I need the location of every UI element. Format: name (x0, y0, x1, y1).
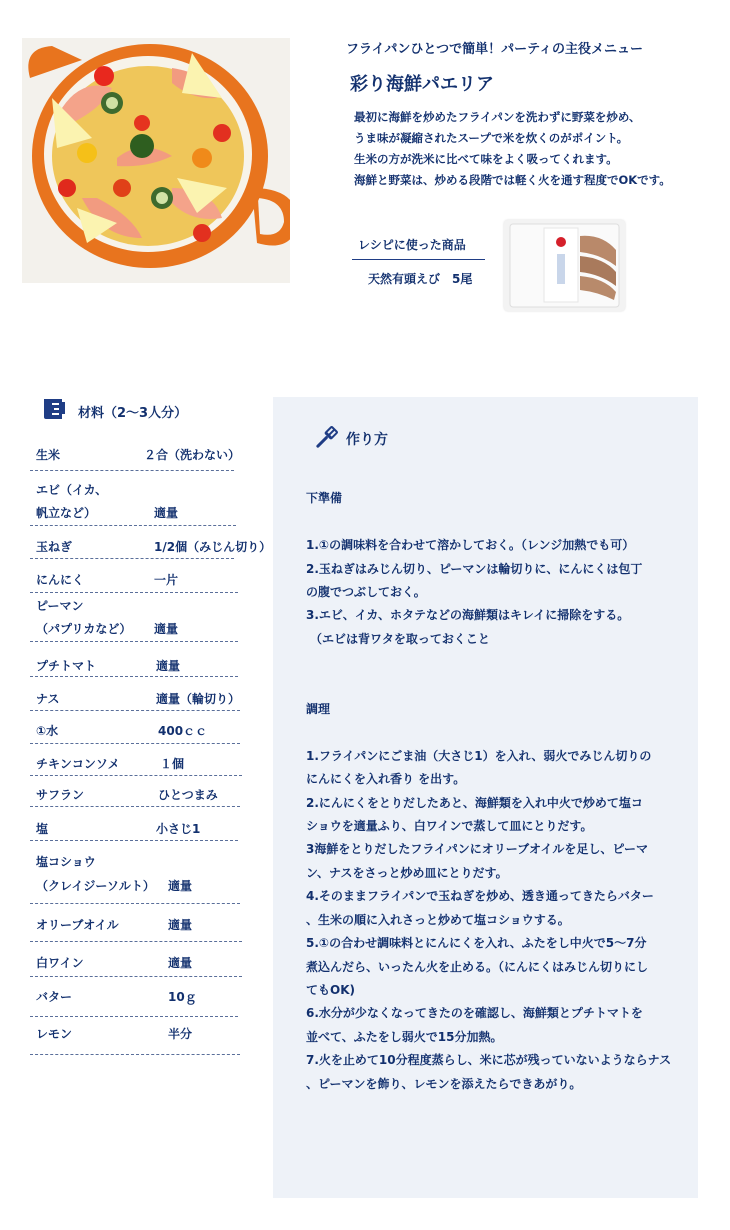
ingredient-name: にんにく (36, 573, 85, 587)
ingredient-name: レモン (36, 1027, 73, 1041)
ingredient-name: プチトマト (36, 659, 97, 673)
ingredient-amount: 10ｇ (168, 990, 197, 1004)
product-name-link[interactable]: 天然有頭えび 5尾 (368, 272, 473, 286)
ingredient-amount: 400ｃｃ (158, 724, 208, 738)
ingredient-divider (30, 941, 242, 942)
cook-step-line: ショウを適量ふり、白ワインで蒸して皿にとりだす。 (306, 819, 593, 833)
ingredient-divider (30, 775, 242, 776)
ingredient-name: サフラン (36, 788, 85, 802)
ingredient-name: ナス (36, 692, 60, 706)
cook-step-line: にんにくを入れ香り を出す。 (306, 772, 466, 786)
ingredient-name: 塩コショウ (36, 855, 96, 869)
description-line: 生米の方が洗米に比べて味をよく吸ってくれます。 (354, 152, 618, 166)
measuring-cup-icon (42, 397, 66, 421)
ingredient-divider (30, 525, 236, 526)
ingredient-divider (30, 903, 240, 904)
ingredient-name: 生米 (36, 448, 61, 462)
ingredient-amount: 適量 (168, 918, 193, 932)
ingredient-name: ピーマン (36, 599, 84, 613)
cook-step-line: 、生米の順に入れさっと炒めて塩コショウする。 (306, 913, 570, 927)
ingredient-amount: 小さじ1 (156, 822, 201, 836)
ingredient-name: チキンコンソメ (36, 757, 120, 771)
prep-step-line: 3.エビ、イカ、ホタテなどの海鮮類はキレイに掃除をする。 (306, 608, 630, 622)
ingredient-name: 玉ねぎ (36, 540, 73, 554)
ingredient-amount: 適量 (154, 506, 179, 520)
ingredient-amount: 適量 (168, 956, 193, 970)
ingredient-amount: 適量 (156, 659, 181, 673)
ingredient-amount: ２合（洗わない） (144, 448, 241, 462)
ingredient-divider (30, 840, 238, 841)
ingredient-name: バター (36, 990, 73, 1004)
ingredient-divider (30, 743, 240, 744)
paella-photo (22, 38, 290, 283)
ingredient-divider (30, 710, 240, 711)
ingredient-name: 塩 (36, 822, 49, 836)
description-line: 最初に海鮮を炒めたフライパンを洗わずに野菜を炒め、 (354, 110, 641, 124)
ingredients-heading-text: 材料（2〜3人分） (78, 406, 188, 421)
cook-step-line: ン、ナスをさっと炒め皿にとりだす。 (306, 866, 508, 880)
ingredient-divider (30, 558, 234, 559)
product-package-image[interactable] (504, 220, 625, 311)
ingredient-name: （パプリカなど） (36, 622, 132, 636)
ingredient-divider (30, 641, 238, 642)
ingredient-name: オリーブオイル (36, 918, 119, 932)
cook-step-line: 2.にんにくをとりだしたあと、海鮮類を入れ中火で炒めて塩コ (306, 796, 643, 810)
cook-step-line: 3海鮮をとりだしたフライパンにオリーブオイルを足し、ピーマ (306, 842, 648, 856)
ingredient-divider (30, 1016, 238, 1017)
cook-step-line: 5.①の合わせ調味料とにんにくを入れ、ふたをし中火で5〜7分 (306, 936, 647, 950)
ingredient-amount: 適量 (168, 879, 193, 893)
cook-step-line: 並べて、ふたをし弱火で15分加熱。 (306, 1030, 503, 1044)
ingredient-name: ①水 (36, 724, 59, 738)
ingredient-amount: ひとつまみ (158, 788, 218, 802)
cook-step-line: 6.水分が少なくなってきたのを確認し、海鮮類とプチトマトを (306, 1006, 643, 1020)
ingredient-amount: 半分 (168, 1027, 193, 1041)
cook-heading: 調理 (306, 702, 331, 716)
ingredient-divider (30, 1054, 240, 1055)
cook-step-line: 7.火を止めて10分程度蒸らし、米に芯が残っていないようならナス (306, 1053, 672, 1067)
ingredient-divider (30, 976, 242, 977)
cook-step-line: 4.そのままフライパンで玉ねぎを炒め、透き通ってきたらバター (306, 889, 654, 903)
cook-step-line: 煮込んだら、いったん火を止める。（にんにくはみじん切りにし (306, 960, 649, 974)
ingredient-name: 白ワイン (36, 956, 84, 970)
prep-step-line: （エビは背ワタを取っておくこと (310, 632, 490, 646)
recipe-description (354, 107, 671, 191)
description-line: 海鮮と野菜は、炒める段階では軽く火を通す程度でOKです。 (354, 173, 671, 187)
ingredient-amount: １個 (160, 757, 185, 771)
description-line: うま味が凝縮されたスープで米を炊くのがポイント。 (354, 131, 629, 145)
prep-step-line: の腹でつぶしておく。 (306, 585, 426, 599)
ingredient-amount: 適量（輪切り） (156, 692, 241, 706)
method-heading-text: 作り方 (346, 432, 388, 448)
prep-heading: 下準備 (306, 491, 343, 505)
product-divider (352, 259, 485, 260)
ingredient-amount: 適量 (154, 622, 179, 636)
ingredient-name: 帆立など） (36, 506, 97, 520)
ingredient-amount: 1/2個（みじん切り） (154, 540, 272, 554)
ingredient-divider (30, 676, 238, 677)
product-label: レシピに使った商品 (358, 238, 466, 252)
ingredient-divider (30, 806, 240, 807)
ingredient-name: エビ（イカ、 (36, 483, 108, 497)
recipe-title: 彩り海鮮パエリア (350, 74, 494, 95)
recipe-tagline: フライパンひとつで簡単！パーティの主役メニュー (346, 42, 644, 57)
cook-step-line: 、ピーマンを飾り、レモンを添えたらできあがり。 (306, 1077, 582, 1091)
ingredient-amount: 一片 (154, 573, 179, 587)
spatula-icon (313, 425, 339, 451)
prep-step-line: 1.①の調味料を合わせて溶かしておく。（レンジ加熱でも可） (306, 538, 635, 552)
ingredient-divider (30, 470, 234, 471)
cook-step-line: 1.フライパンにごま油（大さじ1）を入れ、弱火でみじん切りの (306, 749, 652, 763)
cook-step-line: てもOK) (306, 983, 355, 997)
prep-step-line: 2.玉ねぎはみじん切り、ピーマンは輪切りに、にんにくは包丁 (306, 562, 643, 576)
ingredient-divider (30, 592, 238, 593)
ingredient-name: （クレイジーソルト） (36, 879, 155, 893)
